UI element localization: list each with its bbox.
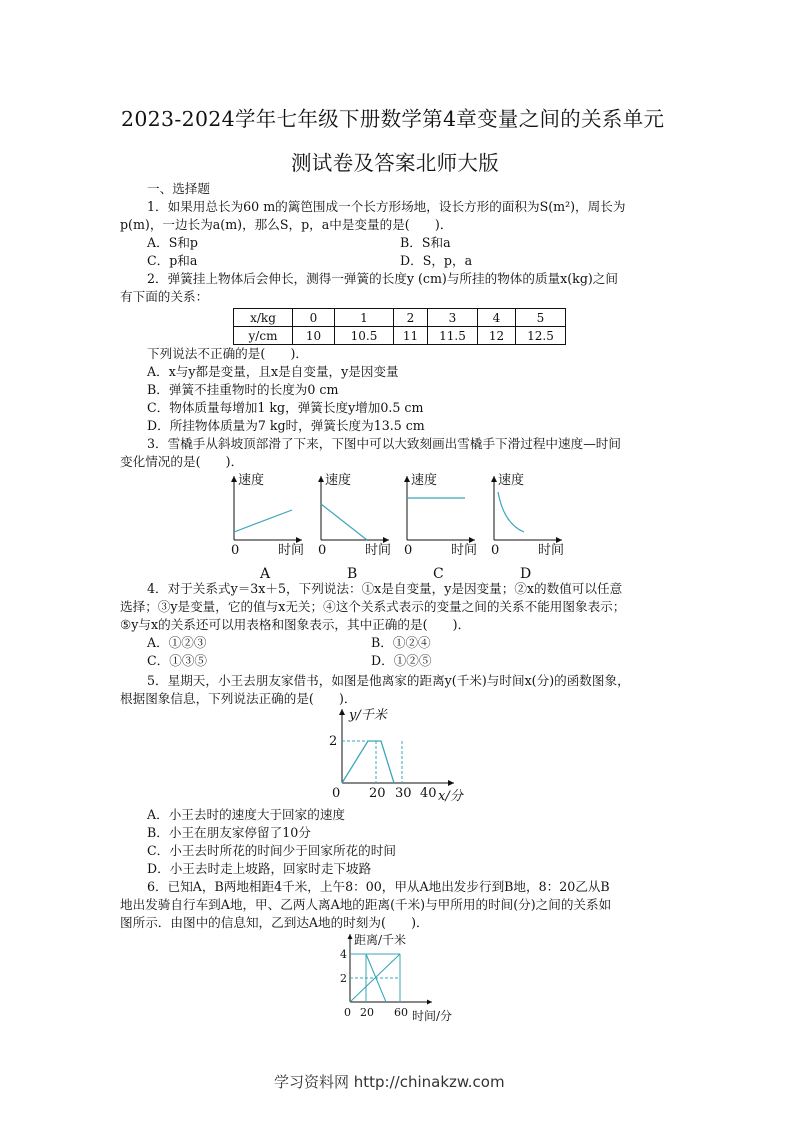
q2-option-a: A．x与y都是变量，且x是自变量，y是因变量 <box>147 364 399 379</box>
q3-stem-line-1: 3．雪橇手从斜坡顶部滑了下来，下图中可以大致刻画出雪橇手下滑过程中速度—时间 <box>147 436 621 451</box>
table-cell: 0 <box>293 309 335 327</box>
origin-label: 0 <box>344 1006 351 1019</box>
q1-option-c: C．p和a <box>147 253 198 268</box>
q5-option-c: C．小王去时所花的时间少于回家所花的时间 <box>147 843 396 858</box>
q4-option-b: B．①②④ <box>371 635 431 650</box>
distance-time-graph-q6 <box>336 930 466 1022</box>
q1-option-a: A．S和p <box>147 235 198 250</box>
y-tick-label: 4 <box>340 948 347 961</box>
graph-c <box>404 472 477 582</box>
option-letter: B <box>347 566 358 582</box>
table-cell: 11 <box>394 327 428 345</box>
q6-stem-line-1: 6．已知A，B两地相距4千米，上午8：00，甲从A地出发步行到B地，8：20乙从B <box>147 879 610 894</box>
q2-stem-line-2: 有下面的关系： <box>120 289 209 304</box>
origin-label: 0 <box>332 786 341 801</box>
title-line-2: 测试卷及答案北师大版 <box>291 151 499 175</box>
table-cell: 12.5 <box>516 327 566 345</box>
x-tick-label: 60 <box>394 1006 408 1019</box>
q1-stem-line-1: 1．如果用总长为60 m的篱笆围成一个长方形场地，设长方形的面积为S(m²)，周长为 <box>147 199 626 214</box>
speed-time-graphs <box>222 466 582 584</box>
table-cell: 5 <box>516 309 566 327</box>
q1-option-d: D．S，p，a <box>400 253 473 268</box>
q1-stem-line-2: p(m)，一边长为a(m)，那么S，p，a中是变量的是( )． <box>120 217 453 232</box>
q4-option-c: C．①③⑤ <box>147 653 208 668</box>
table-cell: 4 <box>478 309 516 327</box>
table-cell: x/kg <box>234 309 293 327</box>
q2-stem-line-1: 2．弹簧挂上物体后会伸长，测得一弹簧的长度y (cm)与所挂的物体的质量x(kg)之间 <box>147 271 618 286</box>
axis-label-y: 速度 <box>325 473 352 488</box>
table-cell: 1 <box>335 309 394 327</box>
x-tick-label: 20 <box>369 786 386 801</box>
axis-label-y: 速度 <box>238 473 265 488</box>
axis-label-y: 速度 <box>411 473 438 488</box>
graph-a <box>231 472 304 582</box>
table-row <box>234 309 566 327</box>
q4-option-a: A．①②③ <box>147 635 207 650</box>
option-letter: D <box>520 566 532 582</box>
title-line-1: 2023-2024学年七年级下册数学第4章变量之间的关系单元 <box>121 107 665 131</box>
footer-watermark: 学习资料网 http://chinakzw.com <box>274 1073 505 1091</box>
q2-question: 下列说法不正确的是( )． <box>147 346 308 361</box>
q5-option-b: B．小王在朋友家停留了10分 <box>147 825 311 840</box>
q5-option-d: D．小王去时走上坡路，回家时走下坡路 <box>147 861 372 876</box>
option-letter: A <box>260 566 271 582</box>
x-tick-label: 30 <box>395 786 412 801</box>
table-cell: 11.5 <box>428 327 478 345</box>
axis-label-y: 速度 <box>498 473 525 488</box>
q5-option-a: A．小王去时的速度大于回家的速度 <box>147 807 346 822</box>
curve-d <box>498 492 524 532</box>
origin-label: 0 <box>491 543 500 558</box>
q6-stem-line-3: 图所示．由图中的信息知，乙到达A地的时刻为( )． <box>120 915 429 930</box>
axis-label-y: y/千米 <box>349 708 387 723</box>
q4-option-d: D．①②⑤ <box>371 653 432 668</box>
origin-label: 0 <box>231 543 240 558</box>
section-heading: 一、选择题 <box>147 181 210 196</box>
option-letter: C <box>433 566 444 582</box>
q5-stem-line-1: 5．星期天，小王去朋友家借书，如图是他离家的距离y(千米)与时间x(分)的函数图象， <box>147 673 630 688</box>
distance-time-graph-q5 <box>322 705 482 805</box>
x-tick-label: 40 <box>420 786 437 801</box>
y-tick-label: 2 <box>340 972 347 985</box>
q2-option-c: C．物体质量每增加1 kg，弹簧长度y增加0.5 cm <box>147 400 424 415</box>
q3-stem-line-2: 变化情况的是( )． <box>120 454 244 469</box>
y-tick-label: 2 <box>329 734 338 749</box>
spring-data-table <box>233 308 566 345</box>
q1-option-b: B．S和a <box>400 235 451 250</box>
table-cell: 10.5 <box>335 327 394 345</box>
q2-option-d: D．所挂物体质量为7 kg时，弹簧长度为13.5 cm <box>147 418 425 433</box>
axis-label-x: x/分 <box>438 789 463 804</box>
q4-stem-line-1: 4．对于关系式y＝3x＋5，下列说法：①x是自变量，y是因变量；②x的数值可以任意 <box>147 581 623 596</box>
graph-b <box>318 472 391 582</box>
q4-stem-line-3: ⑤y与x的关系还可以用表格和图象表示，其中正确的是( )． <box>120 617 471 632</box>
q2-option-b: B．弹簧不挂重物时的长度为0 cm <box>147 382 339 397</box>
axis-label-x: 时间 <box>365 543 392 558</box>
axis-label-x: 时间 <box>278 543 305 558</box>
x-tick-label: 20 <box>360 1006 374 1019</box>
axis-label-y: 距离/千米 <box>354 933 407 947</box>
curve-b <box>321 504 367 540</box>
graph-d <box>491 472 564 582</box>
q4-stem-line-2: 选择；③y是变量，它的值与x无关；④这个关系式表示的变量之间的关系不能用图象表示； <box>120 599 626 614</box>
axis-label-x: 时间 <box>451 543 478 558</box>
table-row <box>234 327 566 345</box>
distance-polyline <box>342 741 394 783</box>
table-cell: y/cm <box>234 327 293 345</box>
origin-label: 0 <box>404 543 413 558</box>
axis-label-x: 时间/分 <box>412 1009 453 1022</box>
q6-stem-line-2: 地出发骑自行车到A地，甲、乙两人离A地的距离(千米)与甲所用的时间(分)之间的关系如 <box>120 897 612 912</box>
table-cell: 2 <box>394 309 428 327</box>
table-cell: 12 <box>478 327 516 345</box>
axis-label-x: 时间 <box>538 543 565 558</box>
table-cell: 3 <box>428 309 478 327</box>
table-cell: 10 <box>293 327 335 345</box>
curve-a <box>234 510 292 532</box>
origin-label: 0 <box>318 543 327 558</box>
q5-stem-line-2: 根据图象信息，下列说法正确的是( )． <box>120 691 357 706</box>
